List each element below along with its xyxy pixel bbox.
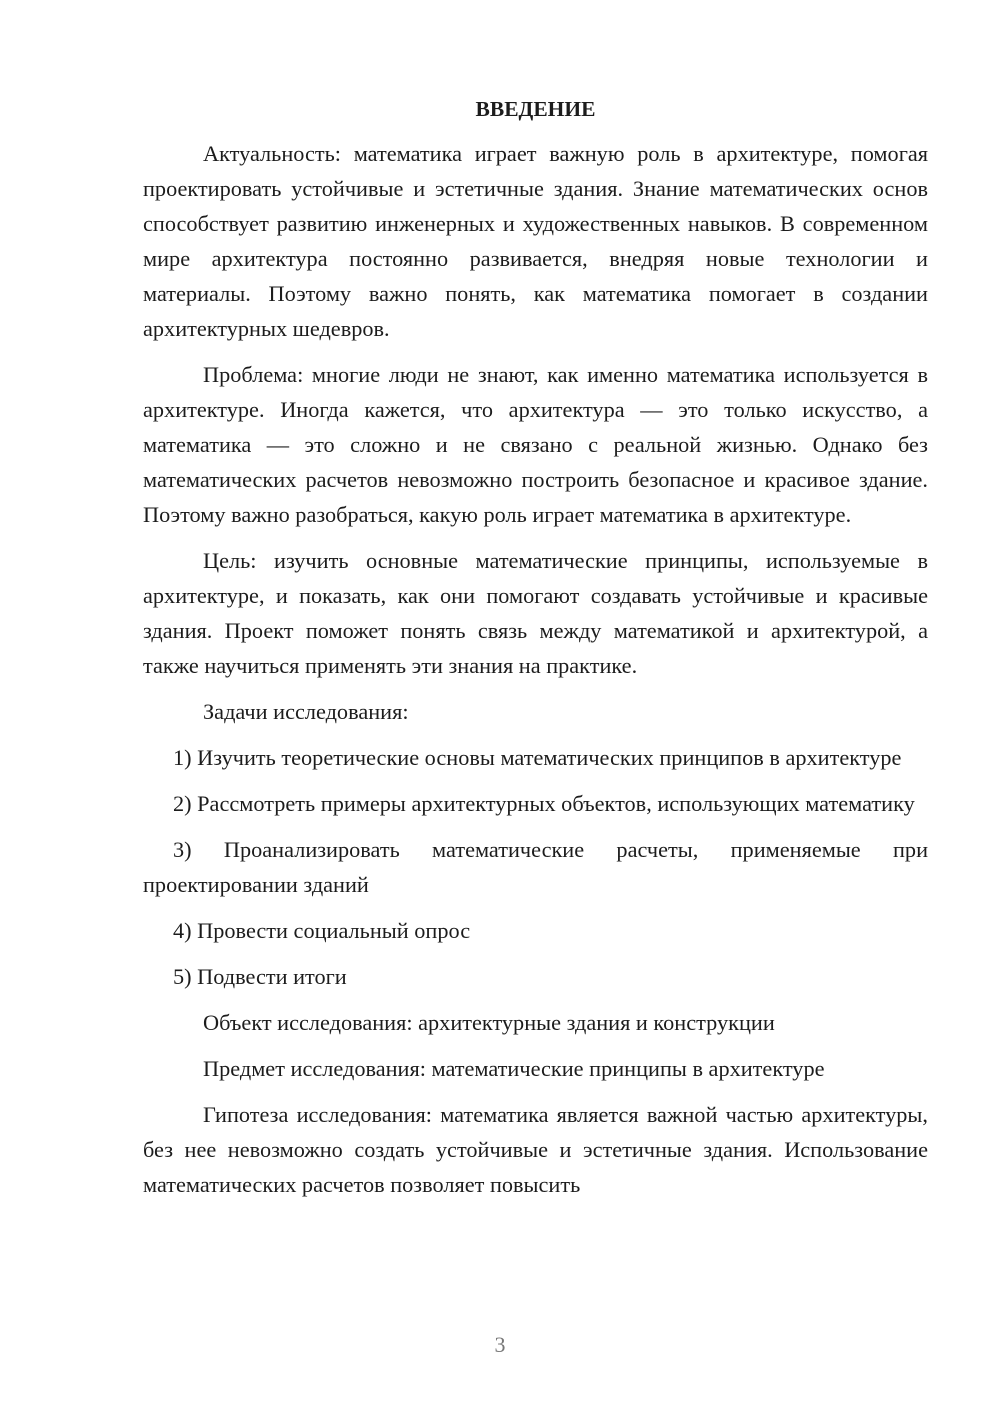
task-item (143, 913, 928, 948)
task-number: 5) (173, 964, 192, 989)
task-number: 2) (173, 791, 192, 816)
task-number: 1) (173, 745, 192, 770)
task-text: Провести социальный опрос (197, 918, 471, 943)
page-number: 3 (494, 1332, 506, 1357)
paragraph-relevance: Актуальность: математика играет важную роль в архитектуре, помогая проектировать устойчивые и эстетичные здания. Знание математических основ способствует развитию инженерных и художественных навыков. В современном мире архитектура постоянно развивается, внедряя новые технологии и материалы. Поэтому важно понять, как математика помогает в создании архитектурных шедевров. (143, 141, 928, 341)
task-item (143, 786, 928, 821)
task-text: Изучить теоретические основы математических принципов в архитектуре (197, 745, 902, 770)
task-item (143, 832, 928, 902)
tasks-heading: Задачи исследования: (203, 699, 409, 724)
task-number: 3) (173, 837, 192, 862)
page-content (143, 92, 928, 1213)
task-text: Проанализировать математические расчеты, применяемые при проектировании зданий (143, 837, 929, 897)
paragraph-problem: Проблема: многие люди не знают, как именно математика используется в архитектуре. Иногда кажется, что архитектура — это только искусство, а математика — это сложно и не связано с реальной жизнью. Однако без математических расчетов невозможно построить безопасное и красивое здание. Поэтому важно разобраться, какую роль играет математика в архитектуре. (143, 362, 928, 527)
task-number: 4) (173, 918, 192, 943)
task-item (143, 959, 928, 994)
tasks-list (143, 740, 928, 994)
task-text: Рассмотреть примеры архитектурных объектов, использующих математику (197, 791, 915, 816)
task-text: Подвести итоги (197, 964, 347, 989)
paragraph-goal: Цель: изучить основные математические принципы, используемые в архитектуре, и показать, как они помогают создавать устойчивые и красивые здания. Проект поможет понять связь между математикой и архитектурой, а также научиться применять эти знания на практике. (143, 548, 928, 678)
paragraph-hypothesis: Гипотеза исследования: математика является важной частью архитектуры, без нее невозможно создать устойчивые и эстетичные здания. Использование математических расчетов позволяет повысить (143, 1102, 928, 1197)
paragraph-object: Объект исследования: архитектурные здания и конструкции (203, 1010, 775, 1035)
page-title: ВВЕДЕНИЕ (475, 97, 596, 121)
task-item (143, 740, 928, 775)
paragraph-subject: Предмет исследования: математические принципы в архитектуре (203, 1056, 825, 1081)
